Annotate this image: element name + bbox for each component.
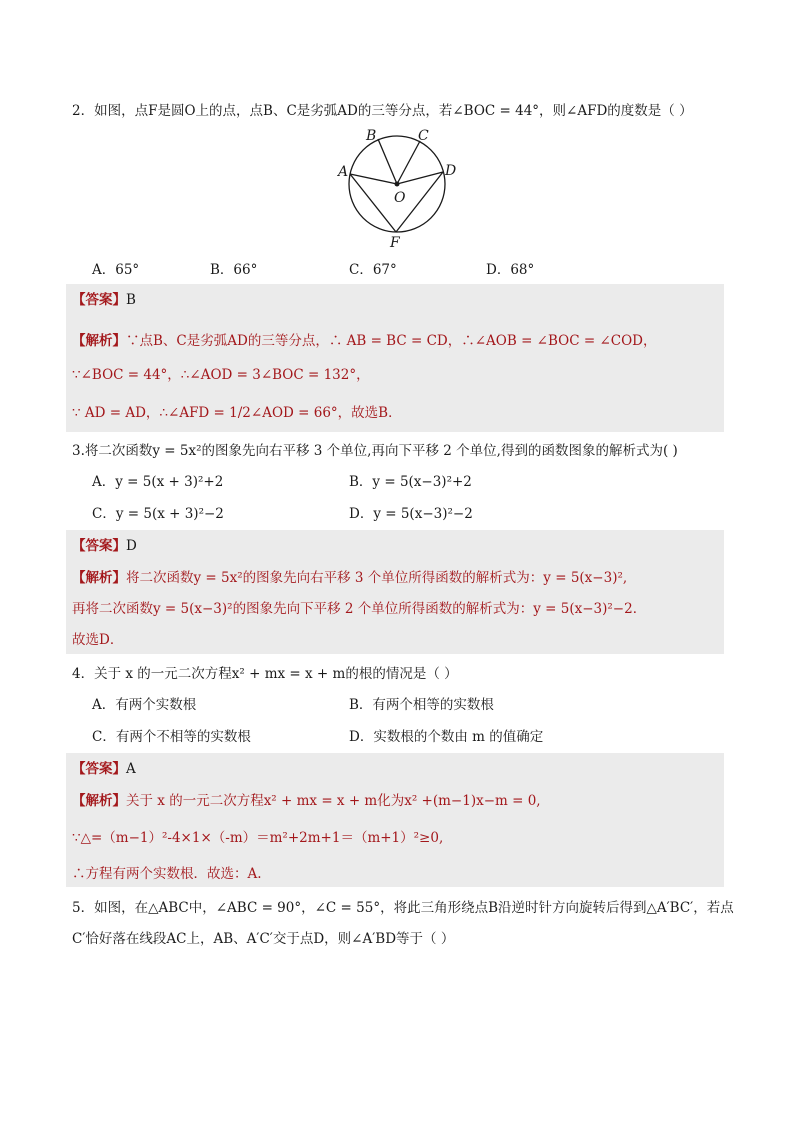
q5-stem-line1: 5．如图，在△ABC中，∠ABC = 90°，∠C = 55°，将此三角形绕点B沿逆时针方向旋转后得到△A′BC′，若点	[72, 900, 734, 916]
q4-stem: 4．关于 x 的一元二次方程x² + mx = x + m的根的情况是（ ）	[72, 666, 458, 682]
q3-analysis-line3: 故选D．	[72, 632, 124, 648]
q4-option-b: B．有两个相等的实数根	[349, 697, 494, 713]
q2-option-c: C．67°	[349, 262, 397, 278]
q4-option-d: D．实数根的个数由 m 的值确定	[349, 729, 544, 745]
analysis-tag: 【解析】	[72, 333, 126, 349]
label-D: D	[445, 163, 457, 179]
q2-analysis-line3: ∵ AD = AD，∴∠AFD = 1/2∠AOD = 66°，故选B．	[72, 405, 402, 421]
label-F: F	[390, 235, 400, 248]
q3-answer-band	[66, 530, 724, 654]
label-O: O	[394, 190, 406, 206]
q4-analysis-line1: 【解析】关于 x 的一元二次方程x² + mx = x + m化为x² +(m−1)x−m = 0,	[72, 793, 541, 809]
label-C: C	[418, 128, 429, 144]
q2-answer	[72, 290, 136, 310]
q2-analysis-line1: 【解析】∵点B、C是劣弧AD的三等分点，∴ AB = BC = CD，∴∠AOB = ∠BOC = ∠COD，	[72, 333, 657, 349]
q2-option-d: D．68°	[486, 262, 535, 278]
q4-option-c: C．有两个不相等的实数根	[92, 729, 251, 745]
q2-option-a: A．65°	[92, 262, 140, 278]
q2-option-b: B．66°	[210, 262, 258, 278]
q3-answer: 【答案】D	[72, 538, 137, 554]
q4-analysis-line3: ∴方程有两个实数根．故选：A.	[72, 866, 262, 882]
q4-answer: 【答案】A	[72, 761, 136, 777]
q3-option-a: A．y = 5(x + 3)²+2	[92, 474, 224, 490]
q2-analysis-line2: ∵∠BOC = 44°，∴∠AOD = 3∠BOC = 132°，	[72, 367, 370, 383]
answer-tag: 【答案】	[72, 292, 126, 308]
q5-stem-line2: C′恰好落在线段AC上，AB、A′C′交于点D，则∠A′BD等于（ ）	[72, 931, 455, 947]
q4-analysis-line2: ∵△=（m−1）²-4×1×（-m）＝m²+2m+1＝（m+1）²≥0,	[72, 830, 444, 846]
q3-stem: 3.将二次函数y = 5x²的图象先向右平移 3 个单位,再向下平移 2 个单位,得到的函数图象的解析式为( )	[72, 443, 678, 459]
q2-circle-figure	[330, 126, 470, 248]
q3-option-c: C．y = 5(x + 3)²−2	[92, 506, 224, 522]
answer-value: B	[126, 292, 136, 308]
q3-option-d: D．y = 5(x−3)²−2	[349, 506, 473, 522]
label-B: B	[366, 128, 377, 144]
q3-analysis-line1: 【解析】将二次函数y = 5x²的图象先向右平移 3 个单位所得函数的解析式为：y = 5(x−3)²,	[72, 570, 628, 586]
label-A: A	[338, 164, 349, 180]
q3-analysis-line2: 再将二次函数y = 5(x−3)²的图象先向下平移 2 个单位所得函数的解析式为：y = 5(x−3)²−2．	[72, 601, 647, 617]
q3-option-b: B．y = 5(x−3)²+2	[349, 474, 472, 490]
q4-option-a: A．有两个实数根	[92, 697, 197, 713]
q2-stem: 2．如图，点F是圆O上的点，点B、C是劣弧AD的三等分点，若∠BOC = 44°，则∠AFD的度数是（ ）	[72, 103, 693, 119]
